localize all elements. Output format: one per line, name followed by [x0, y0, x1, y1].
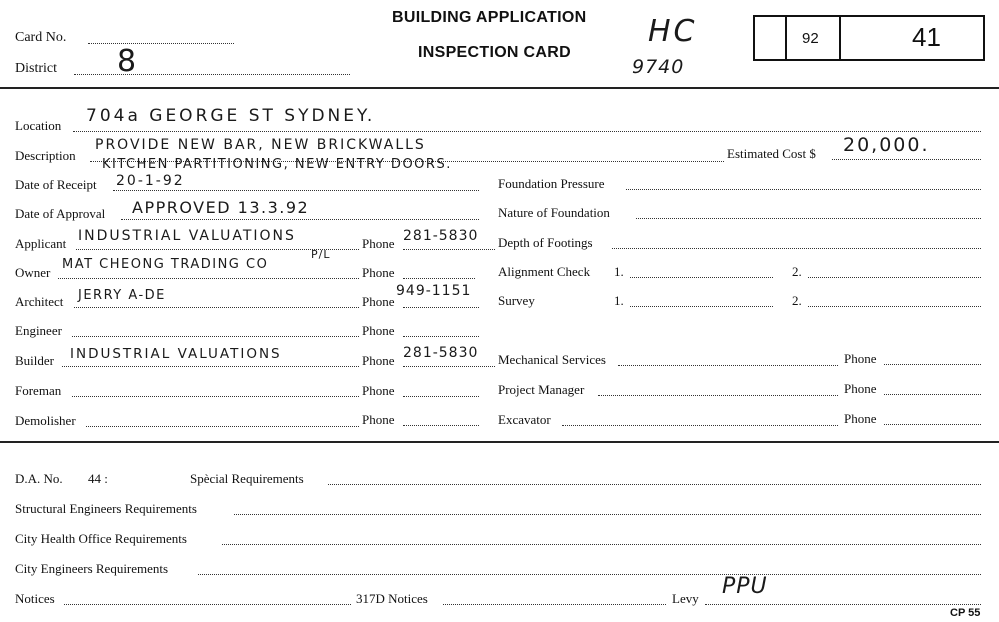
- description-value-1: PROVIDE NEW BAR, NEW BRICKWALLS: [95, 137, 426, 153]
- structural-label: Structural Engineers Requirements: [15, 501, 197, 516]
- divider-top: [0, 87, 999, 89]
- engineers-line[interactable]: [198, 574, 981, 575]
- builder-phone-label: Phone: [362, 353, 395, 368]
- special-label: Spècial Requirements: [190, 471, 304, 486]
- mech-label: Mechanical Services: [498, 352, 606, 367]
- demolisher-line[interactable]: [86, 426, 359, 427]
- card-no-label: Card No.: [15, 30, 67, 45]
- engineer-phone-label: Phone: [362, 323, 395, 338]
- builder-value: INDUSTRIAL VALUATIONS: [70, 346, 282, 362]
- notices-317d-label: 317D Notices: [356, 591, 428, 606]
- levy-value: PPU: [722, 574, 768, 599]
- builder-phone-value: 281-5830: [403, 345, 479, 361]
- excavator-phone-line[interactable]: [884, 424, 981, 425]
- alignment-1-label: 1.: [614, 264, 624, 279]
- box-number: 41: [912, 22, 941, 52]
- mech-phone-line[interactable]: [884, 364, 981, 365]
- depth-footings-label: Depth of Footings: [498, 235, 593, 250]
- depth-footings-line[interactable]: [612, 248, 981, 249]
- survey-2-line[interactable]: [808, 306, 981, 307]
- health-label: City Health Office Requirements: [15, 531, 187, 546]
- survey-1-label: 1.: [614, 293, 624, 308]
- architect-phone-label: Phone: [362, 294, 395, 309]
- date-receipt-label: Date of Receipt: [15, 177, 97, 192]
- architect-phone-line[interactable]: [403, 307, 479, 308]
- builder-phone-line[interactable]: [403, 366, 495, 367]
- box-year-cell: [785, 17, 841, 59]
- da-value: 44 :: [88, 471, 108, 486]
- demolisher-label: Demolisher: [15, 413, 76, 428]
- applicant-label: Applicant: [15, 236, 67, 251]
- card-no-line[interactable]: [88, 43, 234, 44]
- pm-phone-label: Phone: [844, 381, 877, 396]
- architect-line[interactable]: [74, 307, 359, 308]
- da-label: D.A. No.: [15, 471, 63, 486]
- estimated-cost-line[interactable]: [832, 159, 981, 160]
- special-line[interactable]: [328, 484, 981, 485]
- date-approval-value: APPROVED 13.3.92: [132, 198, 310, 217]
- foundation-pressure-label: Foundation Pressure: [498, 176, 605, 191]
- structural-line[interactable]: [234, 514, 981, 515]
- foundation-pressure-line[interactable]: [626, 189, 981, 190]
- pm-label: Project Manager: [498, 382, 585, 397]
- owner-line[interactable]: [58, 278, 359, 279]
- title-line1: BUILDING APPLICATION: [392, 9, 587, 26]
- alignment-2-line[interactable]: [808, 277, 981, 278]
- survey-label: Survey: [498, 293, 535, 308]
- applicant-phone-label: Phone: [362, 236, 395, 251]
- foreman-phone-line[interactable]: [403, 396, 479, 397]
- estimated-cost-label: Estimated Cost $: [727, 146, 816, 161]
- demolisher-phone-line[interactable]: [403, 425, 479, 426]
- foreman-label: Foreman: [15, 383, 62, 398]
- owner-value: MAT CHEONG TRADING CO: [62, 257, 269, 272]
- location-value: 704a GEORGE ST SYDNEY.: [86, 106, 376, 126]
- mech-phone-label: Phone: [844, 351, 877, 366]
- handwritten-number: 9740: [632, 56, 685, 78]
- divider-bottom: [0, 441, 999, 443]
- excavator-phone-label: Phone: [844, 411, 877, 426]
- pm-line[interactable]: [598, 395, 838, 396]
- form-code: CP 55: [950, 607, 981, 619]
- description-label: Description: [15, 148, 76, 163]
- applicant-phone-line[interactable]: [403, 249, 495, 250]
- estimated-cost-value: 20,000.: [843, 134, 930, 156]
- date-approval-line[interactable]: [121, 219, 479, 220]
- box-year: 92: [802, 30, 819, 47]
- levy-label: Levy: [672, 591, 699, 606]
- excavator-line[interactable]: [562, 425, 838, 426]
- health-line[interactable]: [222, 544, 981, 545]
- mech-line[interactable]: [618, 365, 838, 366]
- applicant-suffix: P/L: [311, 248, 331, 261]
- owner-label: Owner: [15, 265, 51, 280]
- owner-phone-label: Phone: [362, 265, 395, 280]
- builder-label: Builder: [15, 353, 54, 368]
- location-label: Location: [15, 118, 62, 133]
- nature-foundation-label: Nature of Foundation: [498, 205, 610, 220]
- date-approval-label: Date of Approval: [15, 206, 106, 221]
- handwritten-code: HC: [648, 14, 698, 49]
- notices-line[interactable]: [64, 604, 351, 605]
- card-number-box: [753, 15, 985, 61]
- title-line2: INSPECTION CARD: [418, 44, 571, 61]
- nature-foundation-line[interactable]: [636, 218, 981, 219]
- date-receipt-line[interactable]: [113, 190, 479, 191]
- district-label: District: [15, 61, 57, 76]
- notices-317d-line[interactable]: [443, 604, 666, 605]
- architect-label: Architect: [15, 294, 64, 309]
- levy-line[interactable]: [705, 604, 981, 605]
- alignment-2-label: 2.: [792, 264, 802, 279]
- engineer-line[interactable]: [72, 336, 359, 337]
- excavator-label: Excavator: [498, 412, 551, 427]
- survey-2-label: 2.: [792, 293, 802, 308]
- engineers-label: City Engineers Requirements: [15, 561, 169, 576]
- location-line[interactable]: [73, 131, 981, 132]
- alignment-label: Alignment Check: [498, 264, 591, 279]
- engineer-phone-line[interactable]: [403, 336, 479, 337]
- architect-value: JERRY A-DE: [78, 288, 166, 303]
- district-line[interactable]: [74, 74, 350, 75]
- owner-phone-line[interactable]: [403, 278, 475, 279]
- district-value: 8: [117, 44, 137, 79]
- demolisher-phone-label: Phone: [362, 412, 395, 427]
- foreman-phone-label: Phone: [362, 383, 395, 398]
- survey-1-line[interactable]: [630, 306, 773, 307]
- applicant-phone-value: 281-5830: [403, 228, 479, 244]
- foreman-line[interactable]: [72, 396, 359, 397]
- applicant-value: INDUSTRIAL VALUATIONS: [78, 228, 296, 244]
- builder-line[interactable]: [62, 366, 359, 367]
- architect-phone-value: 949-1151: [396, 283, 472, 299]
- alignment-1-line[interactable]: [630, 277, 773, 278]
- notices-label: Notices: [15, 591, 55, 606]
- description-value-2: KITCHEN PARTITIONING, NEW ENTRY DOORS.: [102, 157, 452, 172]
- date-receipt-value: 20-1-92: [116, 173, 185, 189]
- pm-phone-line[interactable]: [884, 394, 981, 395]
- engineer-label: Engineer: [15, 323, 62, 338]
